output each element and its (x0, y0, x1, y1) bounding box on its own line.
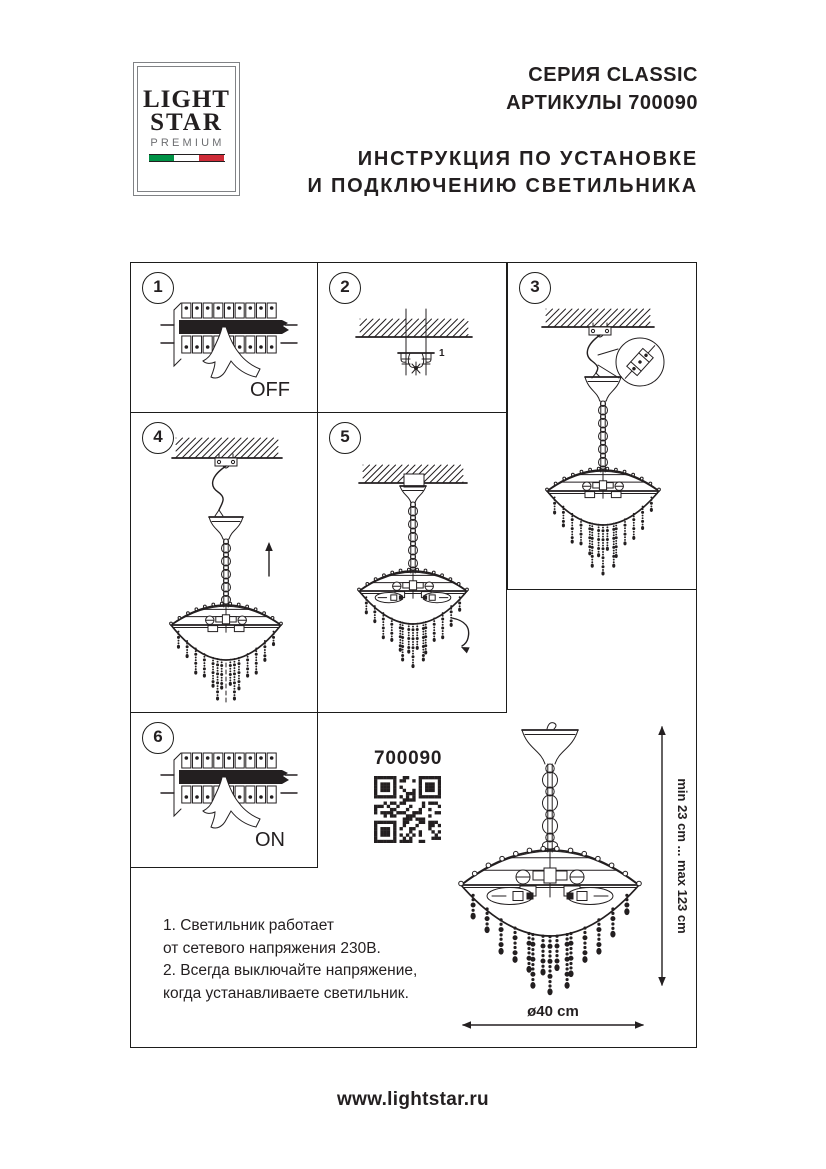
product-article-number: 700090 (374, 748, 443, 769)
logo-word-star: STAR (150, 109, 223, 136)
instruction-title (307, 146, 698, 199)
note-line-3: 2. Всегда выключайте напряжение, (163, 962, 418, 979)
chandelier-dimensions-diagram (430, 715, 698, 1048)
breaker-state-label: OFF (250, 379, 290, 401)
series-title: СЕРИЯ CLASSIC (528, 64, 698, 86)
document-header (307, 61, 698, 199)
note-line-2: от сетевого напряжения 230В. (163, 939, 381, 957)
lightstar-logo (133, 62, 240, 196)
safety-notes (163, 915, 417, 1005)
instruction-title-line1: ИНСТРУКЦИЯ ПО УСТАНОВКЕ (357, 148, 698, 170)
logo-word-light: LIGHT (143, 86, 230, 113)
instruction-title-line2: И ПОДКЛЮЧЕНИЮ СВЕТИЛЬНИКА (307, 174, 698, 197)
website-link[interactable]: www.lightstar.ru (337, 1089, 489, 1110)
step-number-4: 4 (142, 422, 174, 454)
hanging-wiring-diagram (508, 263, 694, 587)
note-line-4: когда устанавливаете светильник. (163, 984, 409, 1002)
lightstar-logo-inner (137, 66, 236, 192)
article-title: АРТИКУЛЫ 700090 (506, 92, 698, 114)
step-panel-6 (130, 712, 318, 868)
step-panel-3 (507, 262, 697, 590)
install-bulbs-diagram (318, 413, 504, 710)
diameter-dimension-label: ø40 cm (527, 1003, 579, 1020)
flag-green-stripe (149, 155, 174, 161)
step-panel-5 (317, 412, 507, 713)
flag-red-stripe (199, 155, 224, 161)
italian-flag-icon (149, 154, 225, 162)
note-line-1: 1. Светильник работает (163, 917, 334, 934)
step-number-6: 6 (142, 722, 174, 754)
step-number-2: 2 (329, 272, 361, 304)
logo-word-premium: PREMIUM (150, 137, 225, 149)
height-dimension-label: min 23 cm ... max 123 cm (675, 778, 690, 934)
lift-canopy-diagram (131, 413, 315, 710)
step-panel-2 (317, 262, 507, 413)
hook-callout-label: 1 (439, 348, 445, 359)
breaker-state-label: ON (255, 829, 285, 851)
flag-white-stripe (174, 155, 199, 161)
step-number-5: 5 (329, 422, 361, 454)
step-panel-1 (130, 262, 318, 413)
step-number-1: 1 (142, 272, 174, 304)
step-panel-4 (130, 412, 318, 713)
step-number-3: 3 (519, 272, 551, 304)
